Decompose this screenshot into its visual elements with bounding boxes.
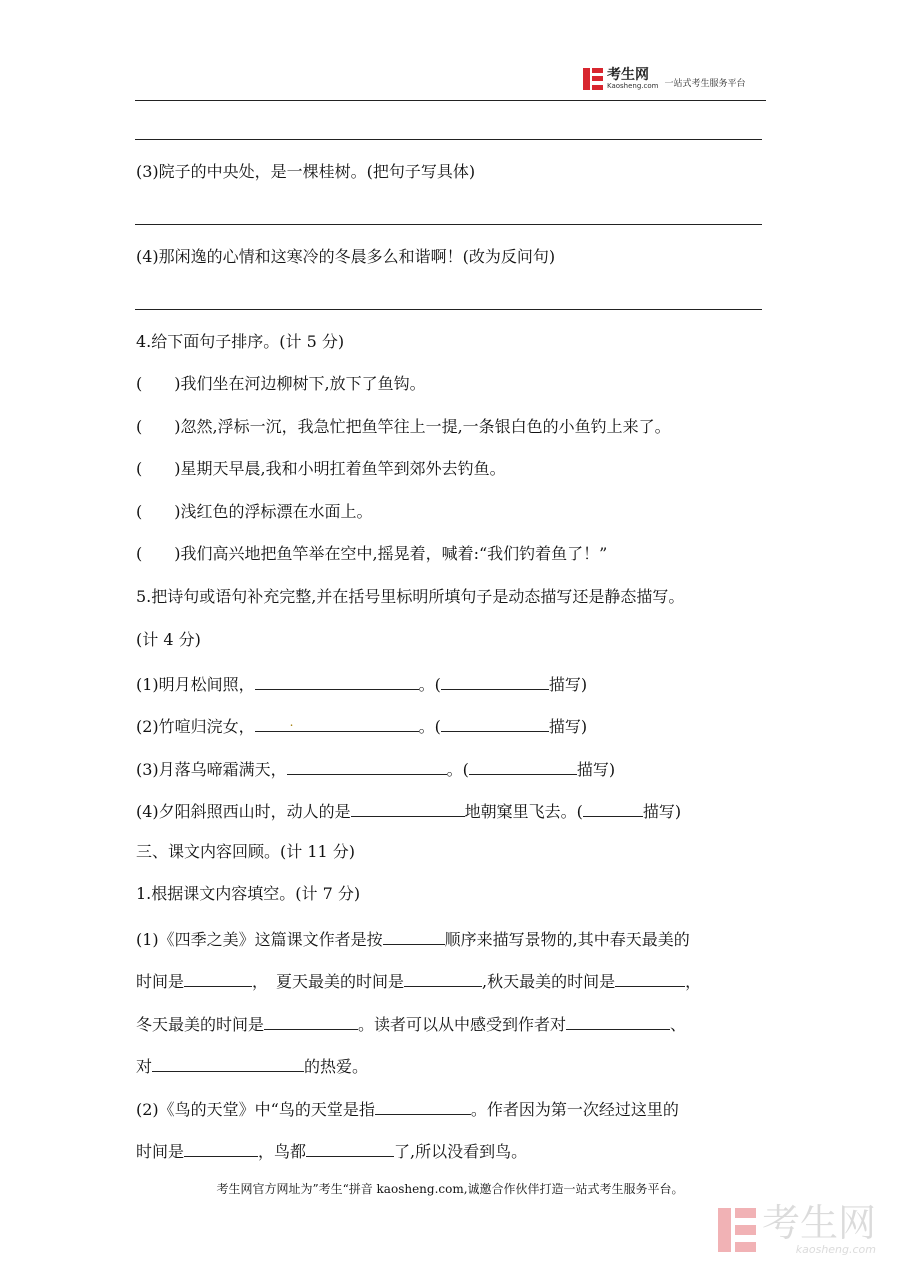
question-5-score: (计 4 分): [136, 630, 201, 649]
fill-blank[interactable]: [404, 968, 482, 987]
fill-blank[interactable]: [287, 756, 447, 775]
fill-blank[interactable]: [566, 1011, 670, 1030]
answer-line: [135, 224, 762, 225]
recall-line-2: 时间是 ， 夏天最美的时间是 ,秋天最美的时间是 ，: [136, 968, 701, 993]
ordering-item: ( )我们高兴地把鱼竿举在空中,摇晃着，喊着:“我们钓着鱼了！”: [136, 544, 608, 563]
fill-blank[interactable]: [184, 968, 252, 987]
watermark: [718, 1203, 876, 1256]
watermark-text: 考生网: [762, 1201, 877, 1245]
fill-blank[interactable]: [306, 1138, 394, 1157]
answer-line: [135, 309, 762, 310]
watermark-logo-icon: [718, 1208, 756, 1252]
question-3-4: (4)那闲逸的心情和这寒冷的冬晨多么和谐啊！(改为反问句): [136, 247, 556, 266]
logo-domain: Kaosheng.com: [607, 82, 659, 90]
stray-mark: .: [289, 715, 294, 729]
watermark-domain: kaosheng.com: [795, 1243, 877, 1256]
recall-line-4: 对 的热爱。: [136, 1053, 368, 1078]
ordering-item: ( )浅红色的浮标漂在水面上。: [136, 502, 373, 521]
recall-line-6: 时间是 ，鸟都 了,所以没看到鸟。: [136, 1138, 527, 1163]
fill-blank[interactable]: [255, 671, 419, 690]
poem-line-2: (2)竹喧归浣女， . 。( 描写): [136, 713, 587, 738]
fill-blank[interactable]: [469, 756, 577, 775]
ordering-item: ( )忽然,浮标一沉，我急忙把鱼竿往上一提,一条银白色的小鱼钓上来了。: [136, 417, 671, 436]
section-3-title: 三、课文内容回顾。(计 11 分): [136, 842, 356, 861]
ordering-item: ( )我们坐在河边柳树下,放下了鱼钩。: [136, 374, 426, 393]
fill-blank[interactable]: [583, 798, 643, 817]
recall-line-1: (1)《四季之美》这篇课文作者是按 顺序来描写景物的,其中春天最美的: [136, 926, 690, 951]
fill-blank[interactable]: [441, 713, 549, 732]
answer-line: [135, 139, 762, 140]
header-rule: [135, 100, 766, 101]
site-logo: [583, 68, 746, 90]
question-3-3: (3)院子的中央处，是一棵桂树。(把句子写具体): [136, 162, 476, 181]
poem-line-1: (1)明月松间照， 。( 描写): [136, 671, 587, 696]
fill-blank[interactable]: [383, 926, 445, 945]
fill-blank[interactable]: [264, 1011, 358, 1030]
recall-line-5: (2)《鸟的天堂》中“鸟的天堂是指 。作者因为第一次经过这里的: [136, 1096, 679, 1121]
fill-blank[interactable]: [615, 968, 685, 987]
ordering-item: ( )星期天早晨,我和小明扛着鱼竿到郊外去钓鱼。: [136, 459, 506, 478]
logo-brand: 考生网: [607, 67, 649, 83]
logo-slogan: 一站式考生服务平台: [664, 79, 746, 89]
section-3-q1-title: 1.根据课文内容填空。(计 7 分): [136, 884, 361, 903]
fill-blank[interactable]: [255, 713, 419, 732]
question-4-title: 4.给下面句子排序。(计 5 分): [136, 332, 345, 351]
fill-blank[interactable]: [375, 1096, 471, 1115]
fill-blank[interactable]: [441, 671, 549, 690]
fill-blank[interactable]: [184, 1138, 258, 1157]
page-footer: 考生网官方网址为”考生“拼音 kaosheng.com,诚邀合作伙伴打造一站式考生服务平台。: [216, 1182, 684, 1196]
poem-line-4: (4)夕阳斜照西山时，动人的是 地朝窠里飞去。( 描写): [136, 798, 681, 823]
poem-line-3: (3)月落乌啼霜满天， 。( 描写): [136, 756, 615, 781]
question-5-title: 5.把诗句或语句补充完整,并在括号里标明所填句子是动态描写还是静态描写。: [136, 587, 685, 606]
fill-blank[interactable]: [152, 1053, 304, 1072]
kaosheng-logo-icon: [583, 68, 603, 90]
fill-blank[interactable]: [351, 798, 465, 817]
recall-line-3: 冬天最美的时间是 。读者可以从中感受到作者对 、: [136, 1011, 686, 1036]
